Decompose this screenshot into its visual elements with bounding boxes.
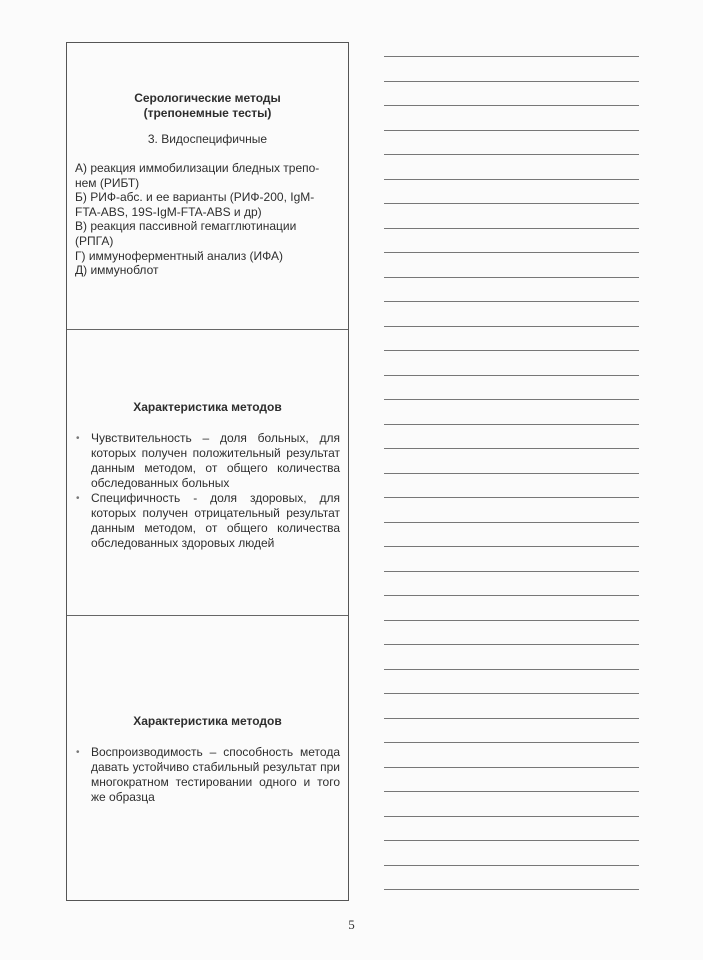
note-line	[384, 889, 639, 890]
note-line	[384, 350, 639, 351]
list-item: Б) РИФ-абс. и ее варианты (РИФ-200, IgM-	[75, 190, 315, 205]
note-line	[384, 718, 639, 719]
note-line	[384, 56, 639, 57]
note-line	[384, 81, 639, 82]
note-line	[384, 571, 639, 572]
slide-title: Характеристика методов	[133, 714, 282, 728]
slide-serological-methods	[67, 43, 348, 329]
note-line	[384, 791, 639, 792]
note-line	[384, 816, 639, 817]
list-item: нем (РИБТ)	[75, 175, 140, 190]
list-item: В) реакция пассивной гемагглютинации	[75, 219, 297, 234]
note-line	[384, 130, 639, 131]
page-number: 5	[348, 917, 355, 932]
bullet-item	[75, 745, 340, 805]
notes-lines-area	[384, 56, 639, 896]
note-line	[384, 424, 639, 425]
slide-methods-characteristics-2	[67, 615, 348, 902]
note-line	[384, 840, 639, 841]
note-line	[384, 179, 639, 180]
bullet-item	[75, 431, 340, 491]
note-line	[384, 865, 639, 866]
list-item: Д) иммуноблот	[75, 263, 159, 278]
bullet-text: Чувствительность – доля больных, для которых получен положительный результат данным методом, от общего количества обследованных больных	[91, 431, 340, 490]
slide-methods-characteristics-1	[67, 329, 348, 615]
note-line	[384, 669, 639, 670]
note-line	[384, 105, 639, 106]
list-item: FTA-ABS, 19S-IgM-FTA-ABS и др)	[75, 204, 262, 219]
title-line-1: Серологические методы	[134, 91, 281, 105]
note-line	[384, 326, 639, 327]
bullet-list	[75, 745, 340, 805]
bullet-item	[75, 491, 340, 551]
note-line	[384, 644, 639, 645]
note-line	[384, 473, 639, 474]
slide-title	[75, 43, 340, 121]
note-line	[384, 252, 639, 253]
note-line	[384, 301, 639, 302]
note-line	[384, 693, 639, 694]
slide-subtitle: 3. Видоспецифичные	[147, 132, 268, 146]
title-line-2: (трепонемные тесты)	[143, 106, 272, 120]
note-line	[384, 742, 639, 743]
note-line	[384, 767, 639, 768]
note-line	[384, 277, 639, 278]
note-line	[384, 522, 639, 523]
list-item: (РПГА)	[75, 233, 114, 248]
note-line	[384, 228, 639, 229]
bullet-text: Специфичность - доля здоровых, для которых получен отрицательный результат данным методом, от общего количества обследованных здоровых людей	[91, 491, 340, 550]
note-line	[384, 375, 639, 376]
slide-title: Характеристика методов	[133, 400, 282, 414]
bullet-list	[75, 431, 340, 551]
note-line	[384, 620, 639, 621]
note-line	[384, 399, 639, 400]
note-line	[384, 546, 639, 547]
note-line	[384, 203, 639, 204]
bullet-icon: •	[76, 747, 80, 758]
note-line	[384, 154, 639, 155]
slides-column	[66, 42, 349, 901]
list-item: А) реакция иммобилизации бледных трепо-	[75, 161, 320, 175]
note-line	[384, 595, 639, 596]
list-item: Г) иммуноферментный анализ (ИФА)	[75, 248, 284, 263]
bullet-text: Воспроизводимость – способность метода давать устойчиво стабильный результат при многократном тестировании одного и того же образца	[91, 745, 340, 804]
bullet-icon: •	[76, 433, 80, 444]
methods-list	[75, 161, 340, 278]
note-line	[384, 497, 639, 498]
bullet-icon: •	[76, 493, 80, 504]
note-line	[384, 448, 639, 449]
